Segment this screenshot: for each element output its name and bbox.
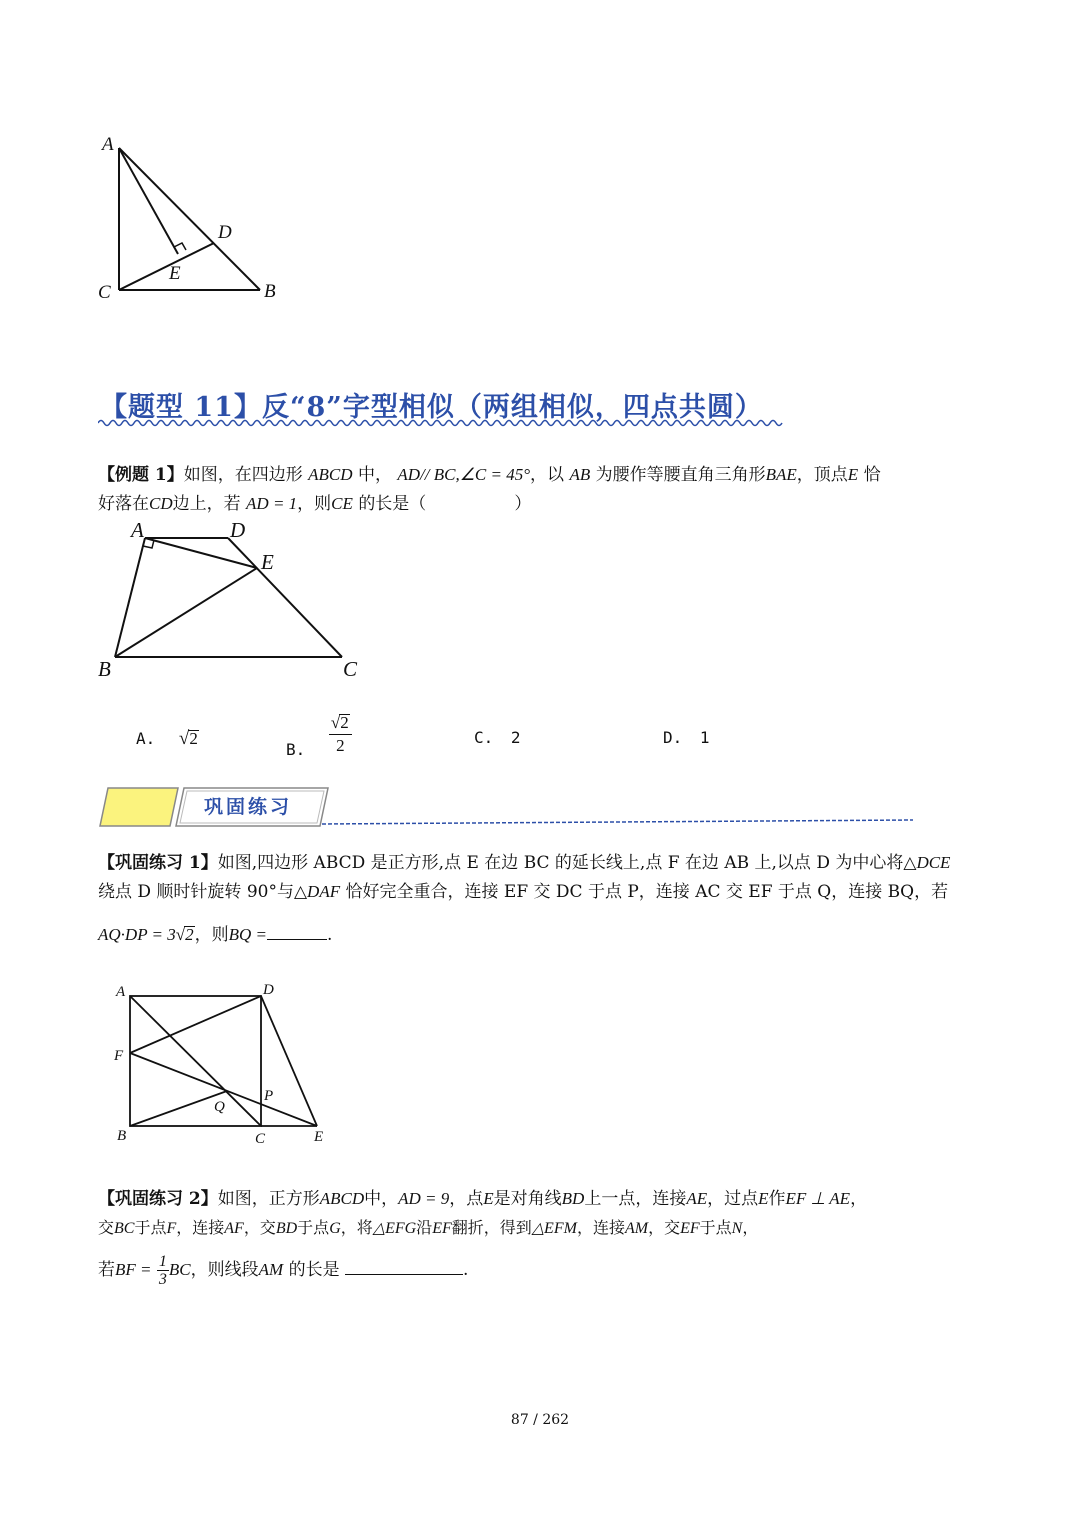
example1-line1 bbox=[98, 460, 988, 490]
text: ，以 bbox=[530, 465, 565, 485]
text: 如图，正方形 bbox=[217, 1189, 320, 1209]
banner-title: 巩固练习 bbox=[204, 796, 293, 818]
choice-den: 2 bbox=[336, 736, 345, 755]
choice-letter: C. bbox=[474, 728, 494, 747]
choice-c[interactable] bbox=[474, 728, 521, 747]
text: ，点 bbox=[449, 1189, 484, 1209]
fig2-label-d: D bbox=[230, 518, 246, 542]
text: 沿 bbox=[416, 1218, 433, 1237]
math: E bbox=[847, 465, 859, 484]
example1-tag: 【例题 1】 bbox=[98, 465, 184, 485]
text: 于点 bbox=[297, 1218, 330, 1237]
math: ABCD bbox=[319, 1189, 365, 1208]
fig2-label-e: E bbox=[261, 550, 274, 574]
choice-letter: B. bbox=[286, 740, 306, 759]
math: BD bbox=[561, 1189, 585, 1208]
choice-a[interactable]: A. √2 bbox=[136, 728, 198, 749]
math: BC bbox=[168, 1260, 191, 1279]
fig1-label-c: C bbox=[98, 282, 111, 303]
fig1-label-b: B bbox=[264, 281, 276, 302]
answer-blank[interactable] bbox=[267, 921, 327, 940]
practice1-tag: 【巩固练习 1】 bbox=[98, 853, 218, 873]
math: △EFM bbox=[531, 1220, 577, 1237]
text: . bbox=[463, 1260, 469, 1280]
math: EF ⊥ AE bbox=[785, 1189, 851, 1208]
text: 如图,四边形 ABCD 是正方形,点 E 在边 BC 的延长线上,点 F 在边 AB 上,以点 D 为中心将△ bbox=[217, 853, 917, 873]
text: 的长是（ bbox=[358, 494, 427, 514]
text: ，交 bbox=[648, 1218, 681, 1237]
text: ， bbox=[742, 1218, 759, 1237]
text: 恰 bbox=[863, 465, 881, 485]
text: 边上，若 bbox=[172, 494, 241, 514]
text: ，则线段 bbox=[190, 1260, 259, 1280]
fig3-label-p: P bbox=[264, 1088, 274, 1104]
text: 于点 bbox=[134, 1218, 167, 1237]
text: 若 bbox=[98, 1260, 115, 1280]
text: 如图，在四边形 bbox=[183, 465, 303, 485]
math: AM bbox=[624, 1220, 649, 1237]
text: 交 bbox=[98, 1218, 115, 1237]
text: ，则 bbox=[194, 925, 229, 945]
practice1-line2 bbox=[98, 877, 988, 907]
fig1-label-d: D bbox=[218, 222, 232, 243]
practice1-line1 bbox=[98, 848, 988, 878]
page-number: 87 / 262 bbox=[510, 1412, 570, 1428]
math: BC bbox=[114, 1220, 135, 1237]
text: . bbox=[326, 925, 333, 945]
math: BAE bbox=[765, 465, 797, 484]
math: DAF bbox=[307, 882, 341, 901]
choice-d[interactable] bbox=[663, 728, 710, 747]
text: 作 bbox=[768, 1189, 786, 1209]
choice-b[interactable]: B. $\frac{√2}{2}$ bbox=[286, 712, 352, 757]
text: 翻折，得到 bbox=[451, 1218, 532, 1237]
choice-value: 2 bbox=[510, 728, 521, 747]
fig3-label-f: F bbox=[114, 1048, 124, 1064]
figure-triangle-acb bbox=[90, 130, 310, 315]
practice2-tag: 【巩固练习 2】 bbox=[98, 1189, 218, 1209]
math: AM bbox=[258, 1260, 284, 1279]
fig3-label-e: E bbox=[314, 1129, 324, 1145]
fraction-numerator: 1 bbox=[158, 1253, 167, 1270]
math: E bbox=[483, 1189, 494, 1208]
math: G bbox=[329, 1220, 341, 1237]
fig3-label-d: D bbox=[263, 982, 274, 998]
fig3-label-c: C bbox=[255, 1131, 266, 1147]
text: 恰好完全重合，连接 EF 交 DC 于点 P，连接 AC 交 EF 于点 Q，连接 BQ，若 bbox=[345, 882, 949, 902]
math: BD bbox=[275, 1220, 298, 1237]
fig2-label-b: B bbox=[98, 657, 111, 681]
choice-value: 1 bbox=[699, 728, 710, 747]
text: ， bbox=[850, 1189, 868, 1209]
text: ，顶点 bbox=[796, 465, 848, 485]
math: AQ·DP = 3 bbox=[98, 925, 176, 944]
choice-value: 2 bbox=[189, 729, 198, 748]
fig1-label-e: E bbox=[169, 263, 181, 284]
practice2-line3 bbox=[98, 1250, 988, 1290]
figure-trapezoid-abcd bbox=[90, 515, 380, 685]
practice2-line2 bbox=[98, 1213, 988, 1244]
practice1-line3: AQ·DP = 3√2，则BQ = . bbox=[98, 920, 988, 950]
math: DCE bbox=[916, 853, 951, 872]
text: 绕点 D 顺时针旋转 90°与△ bbox=[98, 882, 308, 902]
text: ，交 bbox=[243, 1218, 276, 1237]
section-heading: 【题型 11】反“8”字型相似（两组相似，四点共圆） bbox=[100, 392, 763, 423]
fig2-label-a: A bbox=[131, 518, 144, 542]
choice-num: 2 bbox=[340, 713, 349, 732]
fig3-label-b: B bbox=[117, 1128, 127, 1144]
math: BQ = bbox=[228, 925, 267, 944]
choice-letter: A. bbox=[136, 729, 156, 748]
fig3-label-a: A bbox=[116, 984, 126, 1000]
math: CD bbox=[149, 494, 173, 513]
math: F bbox=[166, 1220, 177, 1237]
text: 中， bbox=[364, 1189, 399, 1209]
text: ，连接 bbox=[576, 1218, 625, 1237]
figure-square-abcd bbox=[105, 975, 345, 1150]
text: 为腰作等腰直角三角形 bbox=[595, 465, 766, 485]
answer-blank[interactable] bbox=[345, 1256, 463, 1275]
text: ，将 bbox=[340, 1218, 373, 1237]
math: ABCD bbox=[308, 465, 353, 484]
math: EF bbox=[432, 1220, 452, 1237]
text: ，过点 bbox=[707, 1189, 759, 1209]
text: ，连接 bbox=[176, 1218, 225, 1237]
text: 好落在 bbox=[98, 494, 149, 514]
choice-letter: D. bbox=[663, 728, 683, 747]
math: CE bbox=[331, 494, 353, 513]
fig1-label-a: A bbox=[102, 134, 114, 155]
text: ，则 bbox=[297, 494, 332, 514]
math: E bbox=[758, 1189, 769, 1208]
math: AD = 9 bbox=[398, 1189, 450, 1208]
practice-banner bbox=[98, 782, 918, 832]
text: ） bbox=[514, 494, 532, 514]
math: EF bbox=[680, 1220, 700, 1237]
math: N bbox=[731, 1220, 743, 1237]
math: AE bbox=[686, 1189, 708, 1208]
math: BF = bbox=[115, 1260, 152, 1279]
math: △EFG bbox=[372, 1220, 417, 1237]
text: 上一点，连接 bbox=[584, 1189, 687, 1209]
math: AD// BC,∠C = 45° bbox=[397, 465, 531, 484]
fraction-denominator: 3 bbox=[158, 1271, 167, 1288]
practice2-line1 bbox=[98, 1184, 988, 1214]
fig3-label-q: Q bbox=[214, 1099, 225, 1115]
math: 2 bbox=[185, 925, 194, 944]
heading-wave-underline bbox=[98, 418, 788, 428]
text: 中， bbox=[357, 465, 392, 485]
text: 是对角线 bbox=[493, 1189, 562, 1209]
text: 于点 bbox=[699, 1218, 732, 1237]
math: AF bbox=[224, 1220, 244, 1237]
fig2-label-c: C bbox=[343, 657, 358, 681]
math: AB bbox=[569, 465, 591, 484]
math: AD = 1 bbox=[246, 494, 298, 513]
text: 的长是 bbox=[288, 1260, 340, 1280]
